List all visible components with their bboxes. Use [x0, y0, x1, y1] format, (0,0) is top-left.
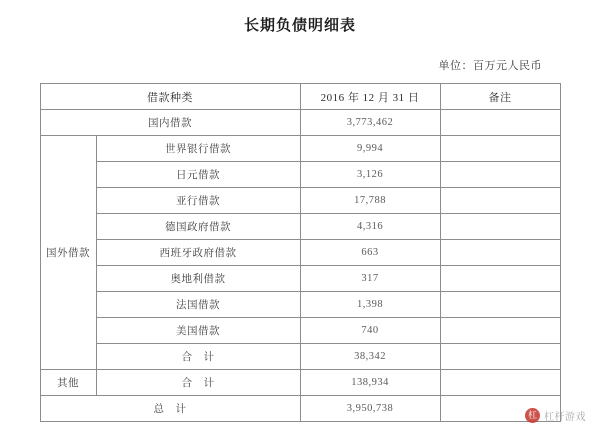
watermark-badge-icon: 杠 [525, 408, 540, 423]
table-row [40, 162, 560, 188]
watermark-label: 杠杆游戏 [544, 412, 586, 423]
row-amount: 3,773,462 [300, 110, 440, 136]
watermark [525, 408, 586, 423]
row-amount: 740 [300, 318, 440, 344]
row-remark [440, 240, 560, 266]
row-remark [440, 110, 560, 136]
unit-note: 单位：百万元人民币 [438, 60, 542, 72]
row-name: 奥地利借款 [96, 266, 300, 292]
row-remark [440, 162, 560, 188]
row-remark [440, 292, 560, 318]
table-row [40, 266, 560, 292]
table-row [40, 214, 560, 240]
header-category: 借款种类 [40, 84, 300, 110]
page-title: 长期负债明细表 [243, 17, 356, 34]
row-name: 亚行借款 [96, 188, 300, 214]
table-row [40, 318, 560, 344]
row-remark [440, 136, 560, 162]
table-header-row [40, 84, 560, 110]
foreign-subtotal-label: 合 计 [96, 344, 300, 370]
foreign-subtotal-amount: 38,342 [300, 344, 440, 370]
row-amount: 17,788 [300, 188, 440, 214]
row-amount: 663 [300, 240, 440, 266]
grand-total-label: 总 计 [40, 396, 300, 422]
row-name: 法国借款 [96, 292, 300, 318]
document-page [0, 14, 600, 433]
other-remark [440, 370, 560, 396]
row-amount: 3,126 [300, 162, 440, 188]
row-name: 美国借款 [96, 318, 300, 344]
group-label-foreign: 国外借款 [40, 136, 96, 370]
header-date: 2016 年 12 月 31 日 [300, 84, 440, 110]
row-remark [440, 214, 560, 240]
table-row [40, 292, 560, 318]
header-remark: 备注 [440, 84, 560, 110]
row-remark [440, 188, 560, 214]
row-name: 世界银行借款 [96, 136, 300, 162]
row-remark [440, 318, 560, 344]
other-amount: 138,934 [300, 370, 440, 396]
grand-total-amount: 3,950,738 [300, 396, 440, 422]
row-amount: 4,316 [300, 214, 440, 240]
row-remark [440, 266, 560, 292]
grand-total-row [40, 396, 560, 422]
row-name: 国内借款 [40, 110, 300, 136]
table-row [40, 136, 560, 162]
other-subtotal-label: 合 计 [96, 370, 300, 396]
other-row [40, 370, 560, 396]
group-label-other: 其他 [40, 370, 96, 396]
table-row [40, 110, 560, 136]
foreign-subtotal-row [40, 344, 560, 370]
row-name: 西班牙政府借款 [96, 240, 300, 266]
row-name: 日元借款 [96, 162, 300, 188]
table-row [40, 240, 560, 266]
foreign-subtotal-remark [440, 344, 560, 370]
row-name: 德国政府借款 [96, 214, 300, 240]
row-amount: 317 [300, 266, 440, 292]
row-amount: 1,398 [300, 292, 440, 318]
long-term-liabilities-table [40, 83, 561, 422]
row-amount: 9,994 [300, 136, 440, 162]
table-row [40, 188, 560, 214]
